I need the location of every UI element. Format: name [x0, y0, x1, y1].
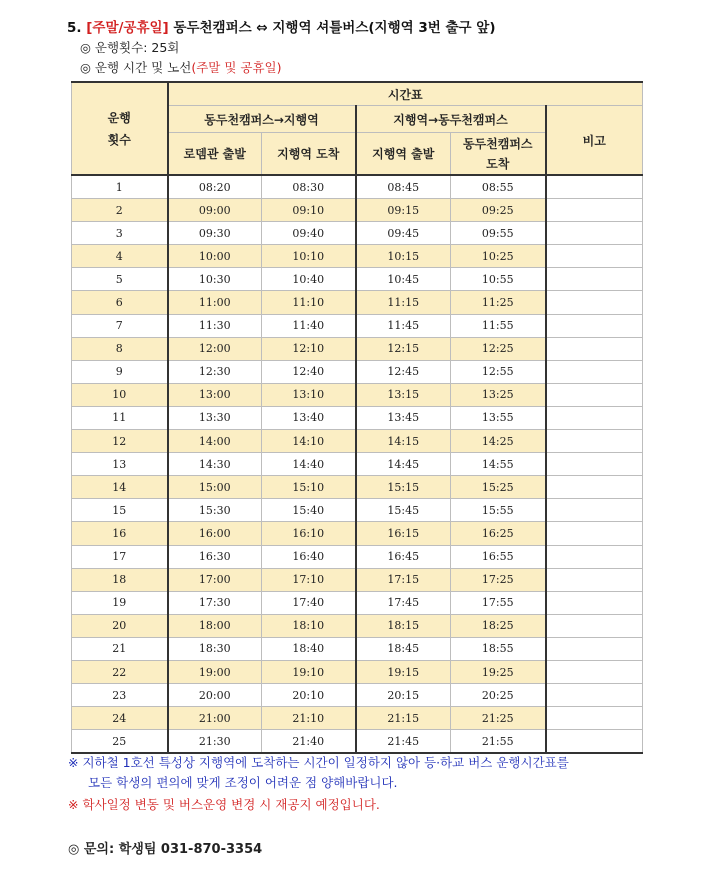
rodem-departure-cell: 12:00	[168, 337, 262, 360]
run-number-cell: 15	[72, 499, 168, 522]
station-arrival-cell: 19:10	[262, 660, 356, 683]
rodem-departure-cell: 09:30	[168, 222, 262, 245]
note-cell	[546, 268, 643, 291]
rodem-departure-cell: 20:00	[168, 684, 262, 707]
table-row	[72, 707, 643, 730]
station-departure-cell: 15:15	[356, 476, 451, 499]
note-cell	[546, 383, 643, 406]
station-departure-cell: 09:45	[356, 222, 451, 245]
station-arrival-cell: 10:10	[262, 245, 356, 268]
station-departure-cell: 17:45	[356, 591, 451, 614]
route-info-line	[80, 58, 282, 76]
table-row	[72, 660, 643, 683]
station-departure-cell: 15:45	[356, 499, 451, 522]
station-arrival-cell: 11:10	[262, 291, 356, 314]
run-number-cell: 14	[72, 476, 168, 499]
station-departure-cell: 16:45	[356, 545, 451, 568]
note-cell	[546, 522, 643, 545]
table-row	[72, 453, 643, 476]
rodem-departure-cell: 18:30	[168, 637, 262, 660]
note-cell	[546, 684, 643, 707]
campus-arrival-cell: 21:25	[451, 707, 546, 730]
table-row	[72, 222, 643, 245]
station-arrival-cell: 18:10	[262, 614, 356, 637]
route-info-text: 운행 시간 및 노선	[94, 60, 192, 75]
note-cell	[546, 476, 643, 499]
campus-arrival-header: 동두천캠퍼스 도착	[451, 133, 546, 176]
table-row	[72, 406, 643, 429]
campus-arrival-cell: 16:25	[451, 522, 546, 545]
campus-arrival-cell: 13:55	[451, 406, 546, 429]
station-departure-cell: 21:45	[356, 730, 451, 754]
table-row	[72, 268, 643, 291]
bullet-icon: ◎	[80, 40, 91, 55]
run-number-cell: 18	[72, 568, 168, 591]
station-arrival-header: 지행역 도착	[262, 133, 356, 176]
rodem-departure-cell: 19:00	[168, 660, 262, 683]
rodem-departure-cell: 17:00	[168, 568, 262, 591]
rodem-departure-cell: 21:00	[168, 707, 262, 730]
note-cell	[546, 730, 643, 754]
station-arrival-cell: 11:40	[262, 314, 356, 337]
rodem-departure-cell: 08:20	[168, 175, 262, 199]
campus-arrival-cell: 10:55	[451, 268, 546, 291]
station-arrival-cell: 17:10	[262, 568, 356, 591]
table-row	[72, 199, 643, 222]
campus-arrival-cell: 10:25	[451, 245, 546, 268]
campus-arrival-cell: 19:25	[451, 660, 546, 683]
station-arrival-cell: 17:40	[262, 591, 356, 614]
note-cell	[546, 453, 643, 476]
section-number: 5.	[67, 20, 82, 36]
contact-info: ◎ 문의: 학생팀 031-870-3354	[68, 842, 263, 857]
station-arrival-cell: 13:40	[262, 406, 356, 429]
note-cell	[546, 314, 643, 337]
rodem-departure-cell: 12:30	[168, 360, 262, 383]
campus-arrival-cell: 15:25	[451, 476, 546, 499]
note-cell	[546, 545, 643, 568]
campus-arrival-cell: 13:25	[451, 383, 546, 406]
campus-arrival-cell: 08:55	[451, 175, 546, 199]
station-departure-cell: 11:15	[356, 291, 451, 314]
campus-arrival-cell: 09:25	[451, 199, 546, 222]
note-cell	[546, 337, 643, 360]
station-arrival-cell: 15:10	[262, 476, 356, 499]
note-cell	[546, 614, 643, 637]
station-departure-cell: 14:15	[356, 430, 451, 453]
rodem-departure-cell: 09:00	[168, 199, 262, 222]
station-arrival-cell: 09:40	[262, 222, 356, 245]
table-row	[72, 291, 643, 314]
campus-arrival-cell: 18:25	[451, 614, 546, 637]
rodem-departure-cell: 17:30	[168, 591, 262, 614]
run-number-cell: 23	[72, 684, 168, 707]
run-number-cell: 7	[72, 314, 168, 337]
direction-station-to-campus: 지행역→동두천캠퍼스	[356, 106, 546, 133]
station-arrival-cell: 21:10	[262, 707, 356, 730]
note-cell	[546, 291, 643, 314]
note-cell	[546, 591, 643, 614]
run-number-cell: 8	[72, 337, 168, 360]
campus-arrival-cell: 12:25	[451, 337, 546, 360]
table-row	[72, 684, 643, 707]
rodem-departure-cell: 13:30	[168, 406, 262, 429]
note-cell	[546, 660, 643, 683]
note-cell	[546, 199, 643, 222]
section-title	[67, 16, 496, 36]
station-arrival-cell: 14:40	[262, 453, 356, 476]
run-number-cell: 6	[72, 291, 168, 314]
station-departure-cell: 20:15	[356, 684, 451, 707]
rodem-departure-cell: 14:00	[168, 430, 262, 453]
station-departure-cell: 12:45	[356, 360, 451, 383]
run-number-cell: 3	[72, 222, 168, 245]
note-cell	[546, 245, 643, 268]
station-arrival-cell: 20:10	[262, 684, 356, 707]
table-row	[72, 591, 643, 614]
station-arrival-cell: 15:40	[262, 499, 356, 522]
campus-arrival-cell: 18:55	[451, 637, 546, 660]
station-arrival-cell: 16:40	[262, 545, 356, 568]
run-number-cell: 24	[72, 707, 168, 730]
note-cell	[546, 175, 643, 199]
note-cell	[546, 499, 643, 522]
station-departure-cell: 10:15	[356, 245, 451, 268]
note-cell	[546, 637, 643, 660]
station-departure-cell: 16:15	[356, 522, 451, 545]
run-number-cell: 4	[72, 245, 168, 268]
rodem-departure-cell: 14:30	[168, 453, 262, 476]
station-departure-cell: 11:45	[356, 314, 451, 337]
route-title: 동두천캠퍼스 ⇔ 지행역 셔틀버스(지행역 3번 출구 앞)	[173, 20, 496, 36]
campus-arrival-cell: 14:55	[451, 453, 546, 476]
note-cell	[546, 406, 643, 429]
station-arrival-cell: 12:40	[262, 360, 356, 383]
rodem-departure-cell: 15:30	[168, 499, 262, 522]
note-header: 비고	[546, 106, 643, 176]
station-arrival-cell: 14:10	[262, 430, 356, 453]
station-arrival-cell: 18:40	[262, 637, 356, 660]
shuttle-timetable	[71, 81, 643, 754]
run-number-cell: 19	[72, 591, 168, 614]
direction-campus-to-station: 동두천캠퍼스→지행역	[168, 106, 356, 133]
run-number-cell: 17	[72, 545, 168, 568]
run-number-cell: 20	[72, 614, 168, 637]
table-row	[72, 430, 643, 453]
station-arrival-cell: 16:10	[262, 522, 356, 545]
campus-arrival-cell: 20:25	[451, 684, 546, 707]
station-departure-cell: 18:45	[356, 637, 451, 660]
rodem-departure-cell: 18:00	[168, 614, 262, 637]
campus-arrival-cell: 11:25	[451, 291, 546, 314]
run-number-cell: 25	[72, 730, 168, 754]
run-number-cell: 12	[72, 430, 168, 453]
note-cell	[546, 707, 643, 730]
station-arrival-cell: 08:30	[262, 175, 356, 199]
weekend-tag: [주말/공휴일]	[86, 20, 169, 36]
campus-arrival-cell: 11:55	[451, 314, 546, 337]
station-departure-cell: 13:45	[356, 406, 451, 429]
station-departure-cell: 12:15	[356, 337, 451, 360]
station-arrival-cell: 10:40	[262, 268, 356, 291]
rodem-departure-cell: 10:00	[168, 245, 262, 268]
table-row	[72, 383, 643, 406]
table-row	[72, 476, 643, 499]
note-cell	[546, 430, 643, 453]
bullet-icon: ◎	[80, 60, 91, 75]
note-cell	[546, 360, 643, 383]
station-arrival-cell: 21:40	[262, 730, 356, 754]
run-number-cell: 22	[72, 660, 168, 683]
campus-arrival-cell: 14:25	[451, 430, 546, 453]
rodem-departure-cell: 15:00	[168, 476, 262, 499]
run-number-cell: 9	[72, 360, 168, 383]
schedule-header: 시간표	[168, 82, 643, 106]
subway-note-cont: 모든 학생의 편의에 맞게 조정이 어려운 점 양해바랍니다.	[88, 775, 398, 790]
table-row	[72, 175, 643, 199]
rodem-departure-cell: 16:00	[168, 522, 262, 545]
campus-arrival-cell: 15:55	[451, 499, 546, 522]
rodem-departure-cell: 11:30	[168, 314, 262, 337]
station-departure-cell: 21:15	[356, 707, 451, 730]
rodem-departure-cell: 13:00	[168, 383, 262, 406]
rodem-departure-cell: 16:30	[168, 545, 262, 568]
runs-count-text: 운행횟수: 25회	[94, 40, 180, 55]
table-row	[72, 568, 643, 591]
run-number-cell: 5	[72, 268, 168, 291]
run-number-cell: 2	[72, 199, 168, 222]
station-departure-cell: 09:15	[356, 199, 451, 222]
station-departure-cell: 13:15	[356, 383, 451, 406]
campus-arrival-cell: 17:55	[451, 591, 546, 614]
station-departure-cell: 17:15	[356, 568, 451, 591]
table-row	[72, 522, 643, 545]
subway-note: ※ 지하철 1호선 특성상 지행역에 도착하는 시간이 일정하지 않아 등·하교 버스 운행시간표를	[68, 755, 569, 770]
campus-arrival-cell: 21:55	[451, 730, 546, 754]
table-row	[72, 614, 643, 637]
table-row	[72, 545, 643, 568]
run-number-cell: 1	[72, 175, 168, 199]
campus-arrival-cell: 12:55	[451, 360, 546, 383]
rodem-departure-header: 로뎀관 출발	[168, 133, 262, 176]
campus-arrival-cell: 09:55	[451, 222, 546, 245]
station-departure-cell: 08:45	[356, 175, 451, 199]
station-arrival-cell: 13:10	[262, 383, 356, 406]
schedule-change-note: ※ 학사일정 변동 및 버스운영 변경 시 재공지 예정입니다.	[68, 797, 380, 812]
table-row	[72, 360, 643, 383]
station-departure-header: 지행역 출발	[356, 133, 451, 176]
run-number-cell: 11	[72, 406, 168, 429]
rodem-departure-cell: 21:30	[168, 730, 262, 754]
table-row	[72, 337, 643, 360]
table-row	[72, 245, 643, 268]
rodem-departure-cell: 11:00	[168, 291, 262, 314]
table-row	[72, 637, 643, 660]
run-number-cell: 21	[72, 637, 168, 660]
station-departure-cell: 14:45	[356, 453, 451, 476]
rodem-departure-cell: 10:30	[168, 268, 262, 291]
note-cell	[546, 568, 643, 591]
campus-arrival-cell: 17:25	[451, 568, 546, 591]
note-cell	[546, 222, 643, 245]
station-departure-cell: 18:15	[356, 614, 451, 637]
station-arrival-cell: 09:10	[262, 199, 356, 222]
table-row	[72, 730, 643, 754]
run-number-cell: 16	[72, 522, 168, 545]
table-row	[72, 499, 643, 522]
campus-arrival-cell: 16:55	[451, 545, 546, 568]
runs-count-line	[80, 38, 179, 56]
run-number-cell: 13	[72, 453, 168, 476]
station-arrival-cell: 12:10	[262, 337, 356, 360]
station-departure-cell: 10:45	[356, 268, 451, 291]
station-departure-cell: 19:15	[356, 660, 451, 683]
route-info-red: (주말 및 공휴일)	[191, 60, 282, 75]
run-count-header: 운행 횟수	[72, 82, 168, 175]
table-row	[72, 314, 643, 337]
run-number-cell: 10	[72, 383, 168, 406]
